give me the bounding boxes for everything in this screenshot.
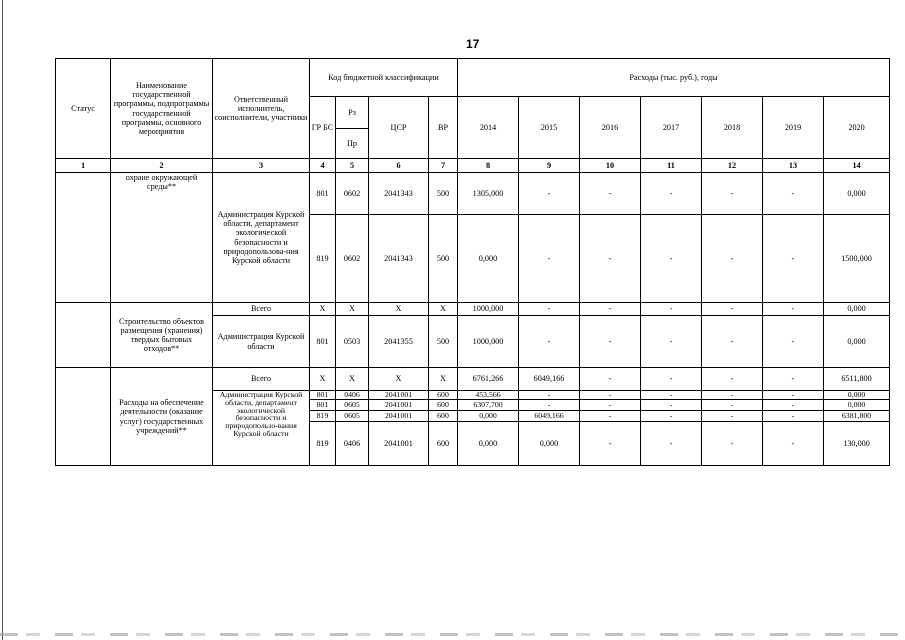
value-2020: 6381,800 [824,411,890,422]
rzpr-cell: 0406 [336,391,369,400]
value-2014: 0,000 [458,422,519,466]
value-2018: - [702,303,763,316]
header-status: Статус [56,59,111,159]
value-2017: - [641,422,702,466]
column-number-row [56,159,890,173]
value-2018: - [702,391,763,400]
value-2014: 1000,000 [458,316,519,368]
value-2020: 0,000 [824,303,890,316]
grbs-cell: Х [310,303,336,316]
column-number: 4 [310,159,336,173]
value-2020: 0,000 [824,391,890,400]
value-2014: 1000,000 [458,303,519,316]
column-number: 5 [336,159,369,173]
responsible-cell: Администрация Курской области [213,316,310,368]
grbs-cell: 801 [310,400,336,411]
value-2019: - [763,422,824,466]
value-2018: - [702,316,763,368]
table-row [56,303,890,316]
value-2019: - [763,411,824,422]
rzpr-cell: 0605 [336,411,369,422]
grbs-cell: 819 [310,215,336,303]
header-year: 2019 [763,97,824,159]
csr-cell: 2041343 [369,215,429,303]
column-number: 3 [213,159,310,173]
rzpr-cell: 0503 [336,316,369,368]
value-2019: - [763,173,824,215]
value-2019: - [763,400,824,411]
rzpr-cell: 0602 [336,173,369,215]
value-2020: 130,000 [824,422,890,466]
vr-cell: 600 [429,400,458,411]
value-2015: 6049,166 [519,411,580,422]
header-year: 2014 [458,97,519,159]
value-2015: - [519,303,580,316]
page-scan-edge [2,0,3,640]
value-2014: 0,000 [458,215,519,303]
column-number: 9 [519,159,580,173]
responsible-cell: Всего [213,368,310,391]
value-2017: - [641,215,702,303]
rzpr-cell: Х [336,303,369,316]
grbs-cell: Х [310,368,336,391]
column-number: 13 [763,159,824,173]
value-2014: 453,566 [458,391,519,400]
table-row [56,173,890,215]
header-pr: Пр [336,129,369,159]
header-year: 2016 [580,97,641,159]
value-2014: 1305,000 [458,173,519,215]
status-cell [56,173,111,303]
value-2018: - [702,173,763,215]
header-row-1 [56,59,890,97]
value-2014: 6307,700 [458,400,519,411]
value-2019: - [763,215,824,303]
rzpr-cell: 0605 [336,400,369,411]
value-2020: 0,000 [824,316,890,368]
value-2015: - [519,400,580,411]
column-number: 12 [702,159,763,173]
csr-cell: 2041001 [369,411,429,422]
value-2018: - [702,368,763,391]
value-2017: - [641,368,702,391]
value-2017: - [641,411,702,422]
value-2020: 1500,000 [824,215,890,303]
value-2015: - [519,173,580,215]
program-name: Строительство объектов размещения (хранения) твердых бытовых отходов** [111,303,213,368]
vr-cell: 600 [429,422,458,466]
value-2018: - [702,215,763,303]
column-number: 8 [458,159,519,173]
header-year: 2020 [824,97,890,159]
header-csr: ЦСР [369,97,429,159]
value-2015: - [519,391,580,400]
value-2019: - [763,368,824,391]
header-rz: Рз [336,97,369,129]
header-year: 2017 [641,97,702,159]
csr-cell: 2041355 [369,316,429,368]
value-2020: 6511,800 [824,368,890,391]
rzpr-cell: 0602 [336,215,369,303]
vr-cell: Х [429,368,458,391]
value-2016: - [580,215,641,303]
value-2017: - [641,173,702,215]
value-2015: - [519,215,580,303]
column-number: 1 [56,159,111,173]
value-2018: - [702,422,763,466]
value-2016: - [580,173,641,215]
column-number: 11 [641,159,702,173]
value-2020: 0,000 [824,173,890,215]
budget-table [55,58,890,466]
header-vr: ВР [429,97,458,159]
csr-cell: 2041001 [369,422,429,466]
value-2017: - [641,316,702,368]
grbs-cell: 819 [310,411,336,422]
value-2015: - [519,316,580,368]
column-number: 10 [580,159,641,173]
header-responsible: Ответственный исполнитель, соисполнители, участники [213,59,310,159]
csr-cell: 2041001 [369,391,429,400]
status-cell [56,368,111,466]
vr-cell: 600 [429,391,458,400]
grbs-cell: 801 [310,173,336,215]
value-2017: - [641,391,702,400]
value-2019: - [763,391,824,400]
column-number: 7 [429,159,458,173]
scan-noise-strip [0,633,905,636]
program-name: охране окружающей среды** [111,173,213,303]
vr-cell: 500 [429,215,458,303]
value-2014: 0,000 [458,411,519,422]
value-2016: - [580,303,641,316]
value-2019: - [763,303,824,316]
value-2016: - [580,391,641,400]
vr-cell: Х [429,303,458,316]
vr-cell: 600 [429,411,458,422]
column-number: 14 [824,159,890,173]
program-name: Расходы на обеспечение деятельности (оказание услуг) государственных учреждений** [111,368,213,466]
header-grbs: ГР БС [310,97,336,159]
value-2018: - [702,400,763,411]
header-year: 2018 [702,97,763,159]
header-code-group: Код бюджетной классификации [310,59,458,97]
csr-cell: Х [369,303,429,316]
header-expenses-group: Расходы (тыс. руб.), годы [458,59,890,97]
responsible-cell: Администрация Курской области, департамент экологической безопасности и природопользо-вания Курской области [213,391,310,466]
value-2018: - [702,411,763,422]
column-number: 6 [369,159,429,173]
grbs-cell: 801 [310,391,336,400]
rzpr-cell: Х [336,368,369,391]
header-name: Наименование государственной программы, подпрограммы государственной программы, основного мероприятия [111,59,213,159]
value-2019: - [763,316,824,368]
vr-cell: 500 [429,316,458,368]
value-2016: - [580,400,641,411]
status-cell [56,303,111,368]
vr-cell: 500 [429,173,458,215]
value-2016: - [580,411,641,422]
column-number: 2 [111,159,213,173]
value-2020: 0,000 [824,400,890,411]
page-number: 17 [466,37,480,51]
responsible-cell: Всего [213,303,310,316]
responsible-cell: Администрация Курской области, департамент экологической безопасности и природопользова-ния Курской области [213,173,310,303]
grbs-cell: 801 [310,316,336,368]
rzpr-cell: 0406 [336,422,369,466]
value-2015: 0,000 [519,422,580,466]
value-2017: - [641,303,702,316]
value-2016: - [580,422,641,466]
grbs-cell: 819 [310,422,336,466]
value-2017: - [641,400,702,411]
value-2015: 6049,166 [519,368,580,391]
value-2016: - [580,316,641,368]
csr-cell: 2041001 [369,400,429,411]
header-year: 2015 [519,97,580,159]
table-row [56,368,890,391]
csr-cell: Х [369,368,429,391]
value-2016: - [580,368,641,391]
csr-cell: 2041343 [369,173,429,215]
value-2014: 6761,266 [458,368,519,391]
